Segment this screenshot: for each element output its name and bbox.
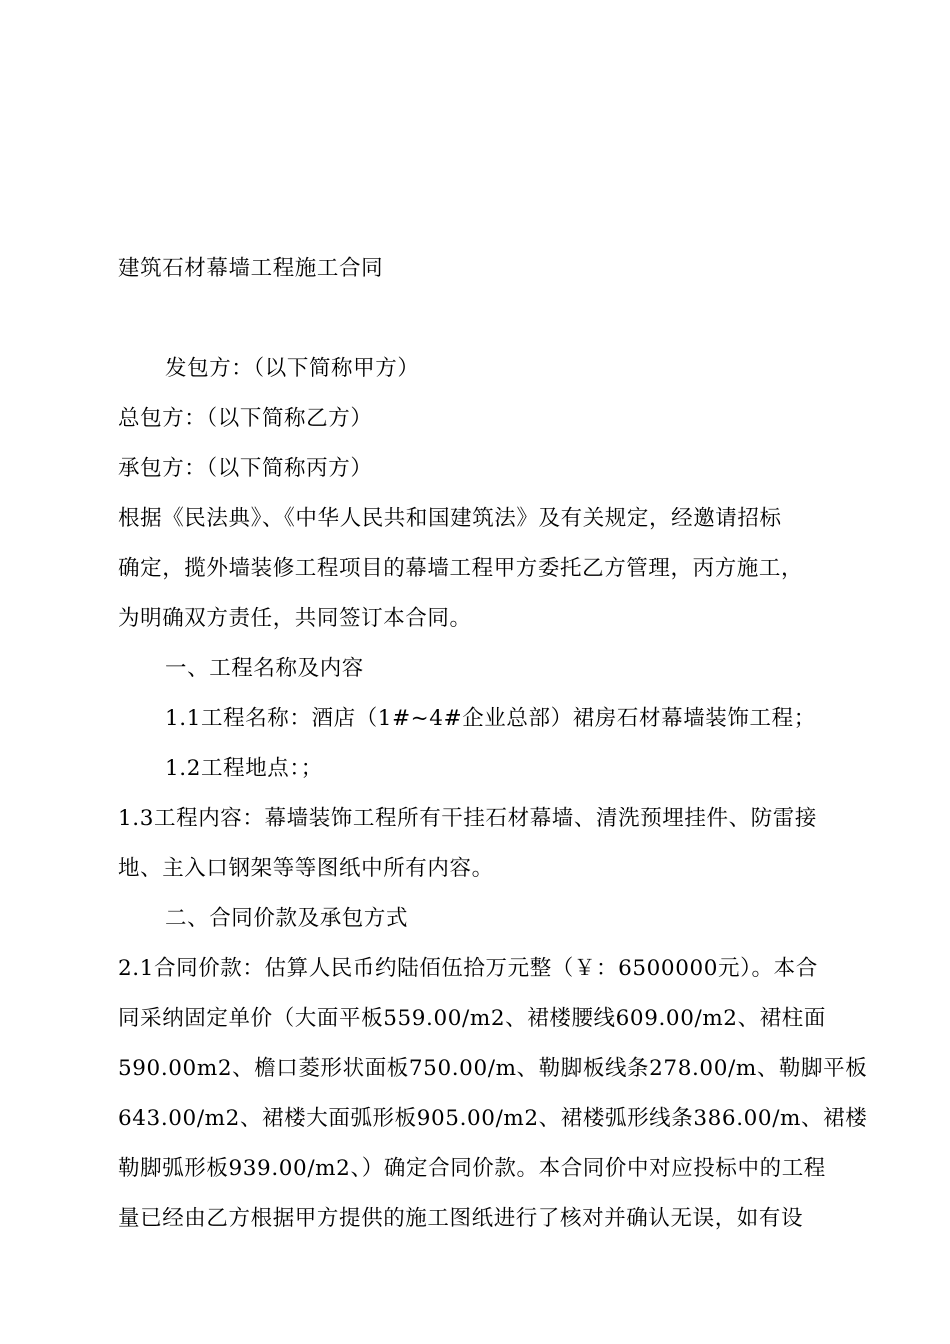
preamble-line: 确定，揽外墙装修工程项目的幕墙工程甲方委托乙方管理，丙方施工， — [118, 556, 804, 581]
clause-2-1-line: 2.1合同价款：估算人民币约陆佰伍拾万元整（￥：6500000元）。本合 — [118, 956, 818, 981]
party-general-contractor: 总包方：（以下简称乙方） — [118, 406, 373, 431]
party-contractor: 承包方：（以下简称丙方） — [118, 456, 373, 481]
clause-1-1: 1.1工程名称：酒店（1#~4#企业总部）裙房石材幕墙装饰工程； — [165, 706, 816, 731]
clause-1-2: 1.2工程地点：； — [165, 756, 323, 781]
section-1-heading: 一、工程名称及内容 — [165, 656, 364, 681]
clause-2-1-line: 590.00m2、檐口菱形状面板750.00/m、勒脚板线条278.00/m、勒脚平板 — [118, 1056, 868, 1081]
document-title: 建筑石材幕墙工程施工合同 — [118, 256, 384, 281]
section-2-heading: 二、合同价款及承包方式 — [165, 906, 409, 931]
clause-1-3-line: 地、主入口钢架等等图纸中所有内容。 — [118, 856, 494, 881]
clause-2-1-line: 643.00/m2、裙楼大面弧形板905.00/m2、裙楼弧形线条386.00/m、裙楼 — [118, 1106, 868, 1131]
clause-2-1-line: 量已经由乙方根据甲方提供的施工图纸进行了核对并确认无误，如有设 — [118, 1206, 804, 1231]
preamble-line: 根据《民法典》、《中华人民共和国建筑法》及有关规定，经邀请招标 — [118, 506, 782, 531]
clause-1-3-line: 1.3工程内容：幕墙装饰工程所有干挂石材幕墙、清洗预埋挂件、防雷接 — [118, 806, 817, 831]
party-employer: 发包方：（以下简称甲方） — [165, 356, 420, 381]
clause-2-1-line: 勒脚弧形板939.00/m2、）确定合同价款。本合同价中对应投标中的工程 — [118, 1156, 826, 1181]
preamble-line: 为明确双方责任，共同签订本合同。 — [118, 606, 472, 631]
clause-2-1-line: 同采纳固定单价（大面平板559.00/m2、裙楼腰线609.00/m2、裙柱面 — [118, 1006, 826, 1031]
